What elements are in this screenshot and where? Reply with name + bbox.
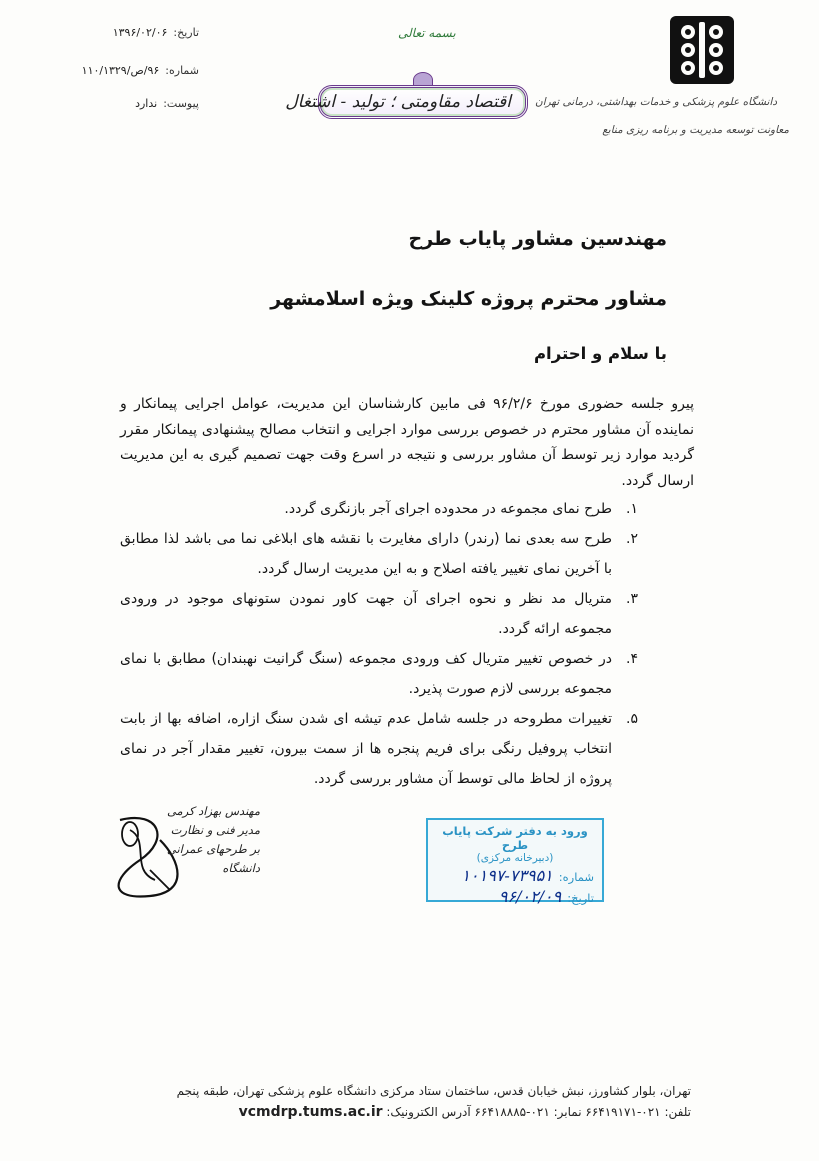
letter-attachment <box>135 97 199 110</box>
footer-address: تهران، بلوار کشاورز، نبش خیابان قدس، ساختمان ستاد مرکزی دانشگاه علوم پزشکی تهران، طبقه پنجم <box>176 1084 691 1098</box>
stamp-subtitle: (دبیرخانه مرکزی) <box>476 852 554 864</box>
item-text: تغییرات مطروحه در جلسه شامل عدم تیشه ای شدن سنگ ازاره، اضافه بها از بابت انتخاب پروفیل رنگی برای فریم پنجره ها از سمت بیرون، تغییر مقدار آجر در نمای پروژه از لحاظ مالی توسط آن مشاور بررسی گردد. <box>120 711 612 787</box>
list-item <box>120 494 638 524</box>
slogan-banner: اقتصاد مقاومتی ؛ تولید - اشتغال <box>318 85 528 119</box>
stamp-title: ورود به دفتر شرکت پایاب طرح <box>442 824 588 852</box>
received-stamp <box>426 818 604 906</box>
stamp-date-row <box>436 887 594 906</box>
signatory-name: مهندس بهزاد کرمی <box>166 804 260 818</box>
stamp-number-label: شماره: <box>558 870 594 884</box>
item-number: ۴. <box>626 651 638 667</box>
list-item <box>120 584 638 644</box>
org-line-1: دانشگاه علوم پزشکی و خدمات بهداشتی، درمانی تهران <box>535 96 777 108</box>
item-text: در خصوص تغییر متریال کف ورودی مجموعه (سنگ گرانیت نهبندان) مطابق با نمای مجموعه بررسی لازم صورت پذیرد. <box>120 651 612 697</box>
footer-contact-line <box>239 1104 691 1120</box>
item-number: ۳. <box>626 591 638 607</box>
slogan-banner-group <box>285 72 528 119</box>
intro-paragraph: پیرو جلسه حضوری مورخ ۹۶/۲/۶ فی مابین کارشناسان این مدیریت، عوامل اجرایی پیمانکار و نماینده آن مشاور محترم در خصوص بررسی موارد اجرایی و انتخاب مصالح پیشنهادی پیمانکار مقرر گردید موارد زیر توسط آن مشاور بررسی و نتیجه در اسرع وقت جهت تصمیم گیری به این مدیریت ارسال گردد. <box>120 396 695 489</box>
university-logo-icon <box>668 14 736 90</box>
footer-website-link[interactable]: vcmdrp.tums.ac.ir <box>238 1104 383 1120</box>
number-label: شماره: <box>165 64 199 77</box>
signature-block <box>150 802 260 878</box>
footer-contact: تلفن: ۰۲۱-۶۶۴۱۹۱۷۱ نمابر: ۰۲۱-۶۶۴۱۸۸۸۵ آدرس الکترونیک: <box>386 1105 691 1119</box>
item-number: ۱. <box>626 501 638 517</box>
recipient-role: مشاور محترم پروژه کلینک ویژه اسلامشهر <box>270 288 667 310</box>
items-list <box>120 494 638 794</box>
list-item <box>120 644 638 704</box>
recipient-company: مهندسین مشاور پایاب طرح <box>408 228 667 250</box>
list-item <box>120 524 638 584</box>
item-number: ۲. <box>626 531 638 547</box>
stamp-number-value: ۱۰۱۹۷-۷۳۹۵۱ <box>461 866 553 885</box>
item-text: طرح سه بعدی نما (رندر) دارای مغایرت با نقشه های ابلاغی نما می باشد لذا مطابق با آخرین نمای تغییر یافته اصلاح و به این مدیریت ارسال گردد. <box>120 531 612 577</box>
signatory-title-1: مدیر فنی و نظارت <box>170 823 260 837</box>
item-text: متریال مد نظر و نحوه اجرای آن جهت کاور نمودن ستونهای موجود در ورودی مجموعه ارائه گردد. <box>120 591 612 637</box>
stamp-date-label: تاریخ: <box>567 891 594 905</box>
greeting: با سلام و احترام <box>533 344 667 363</box>
org-line-2: معاونت توسعه مدیریت و برنامه ریزی منابع <box>602 124 789 136</box>
attachment-value: ندارد <box>135 97 158 110</box>
number-value: ۹۶/ص/۱۱۰/۱۳۲۹ <box>81 64 160 77</box>
list-item <box>120 704 638 794</box>
date-label: تاریخ: <box>173 26 199 39</box>
attachment-label: پیوست: <box>163 97 199 110</box>
date-value: ۱۳۹۶/۰۲/۰۶ <box>112 26 168 39</box>
signatory-title-2: بر طرحهای عمرانی دانشگاه <box>166 842 260 875</box>
letter-date <box>113 26 199 39</box>
item-text: طرح نمای مجموعه در محدوده اجرای آجر بازنگری گردد. <box>284 501 612 517</box>
stamp-date-value: ۹۶/۰۲/۰۹ <box>498 887 562 906</box>
bismillah: بسمه تعالی <box>398 26 456 40</box>
item-number: ۵. <box>626 711 638 727</box>
stamp-number-row <box>436 866 594 885</box>
letter-number <box>82 64 199 77</box>
